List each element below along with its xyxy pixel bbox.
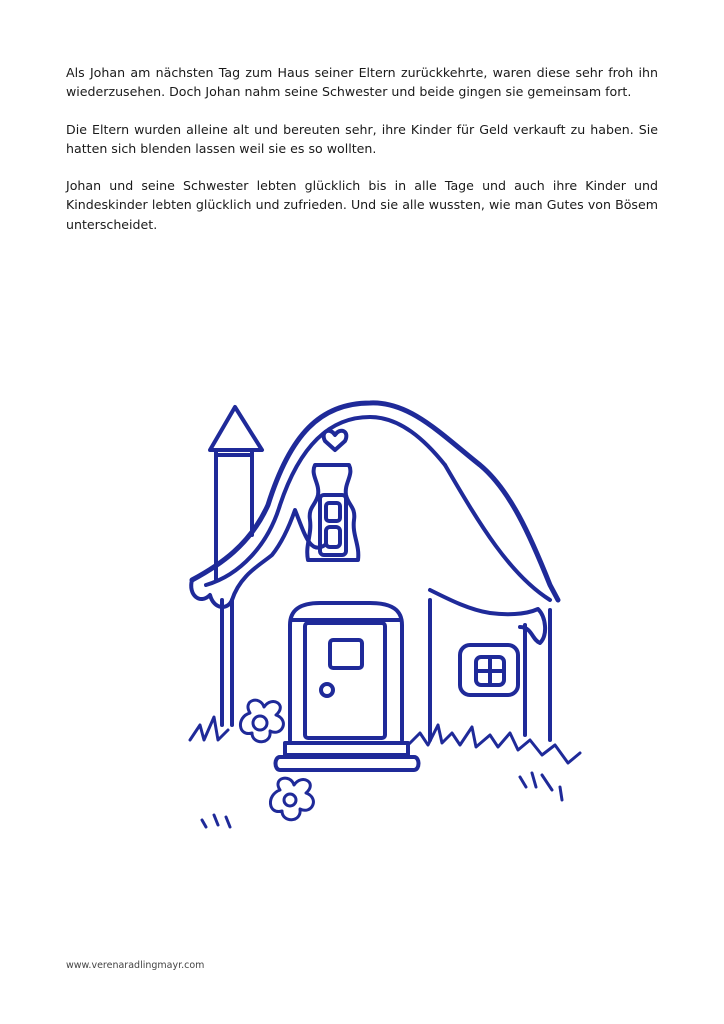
front-door <box>276 603 419 770</box>
story-text <box>66 63 658 252</box>
paragraph-1: Als Johan am nächsten Tag zum Haus seiner Eltern zurückkehrte, waren diese sehr froh ihn wiederzusehen. Doch Johan nahm seine Schwester und beide gingen sie gemeinsam fort. <box>66 65 658 100</box>
roof <box>191 403 558 643</box>
house-illustration <box>180 395 600 835</box>
heart-ornament <box>324 431 347 450</box>
side-window <box>460 645 518 695</box>
footer-website: www.verenaradlingmayr.com <box>66 960 205 971</box>
flower-left <box>240 700 283 742</box>
flower-bottom <box>270 778 313 820</box>
paragraph-2: Die Eltern wurden alleine alt und bereuten sehr, ihre Kinder für Geld verkauft zu haben. Sie hatten sich blenden lassen weil sie es so wollten. <box>66 121 658 156</box>
paragraph-3: Johan und seine Schwester lebten glücklich bis in alle Tage und auch ihre Kinder und Kindeskinder lebten glücklich und zufrieden. Und sie alle wussten, wie man Gutes von Bösem unterscheidet. <box>66 178 658 232</box>
